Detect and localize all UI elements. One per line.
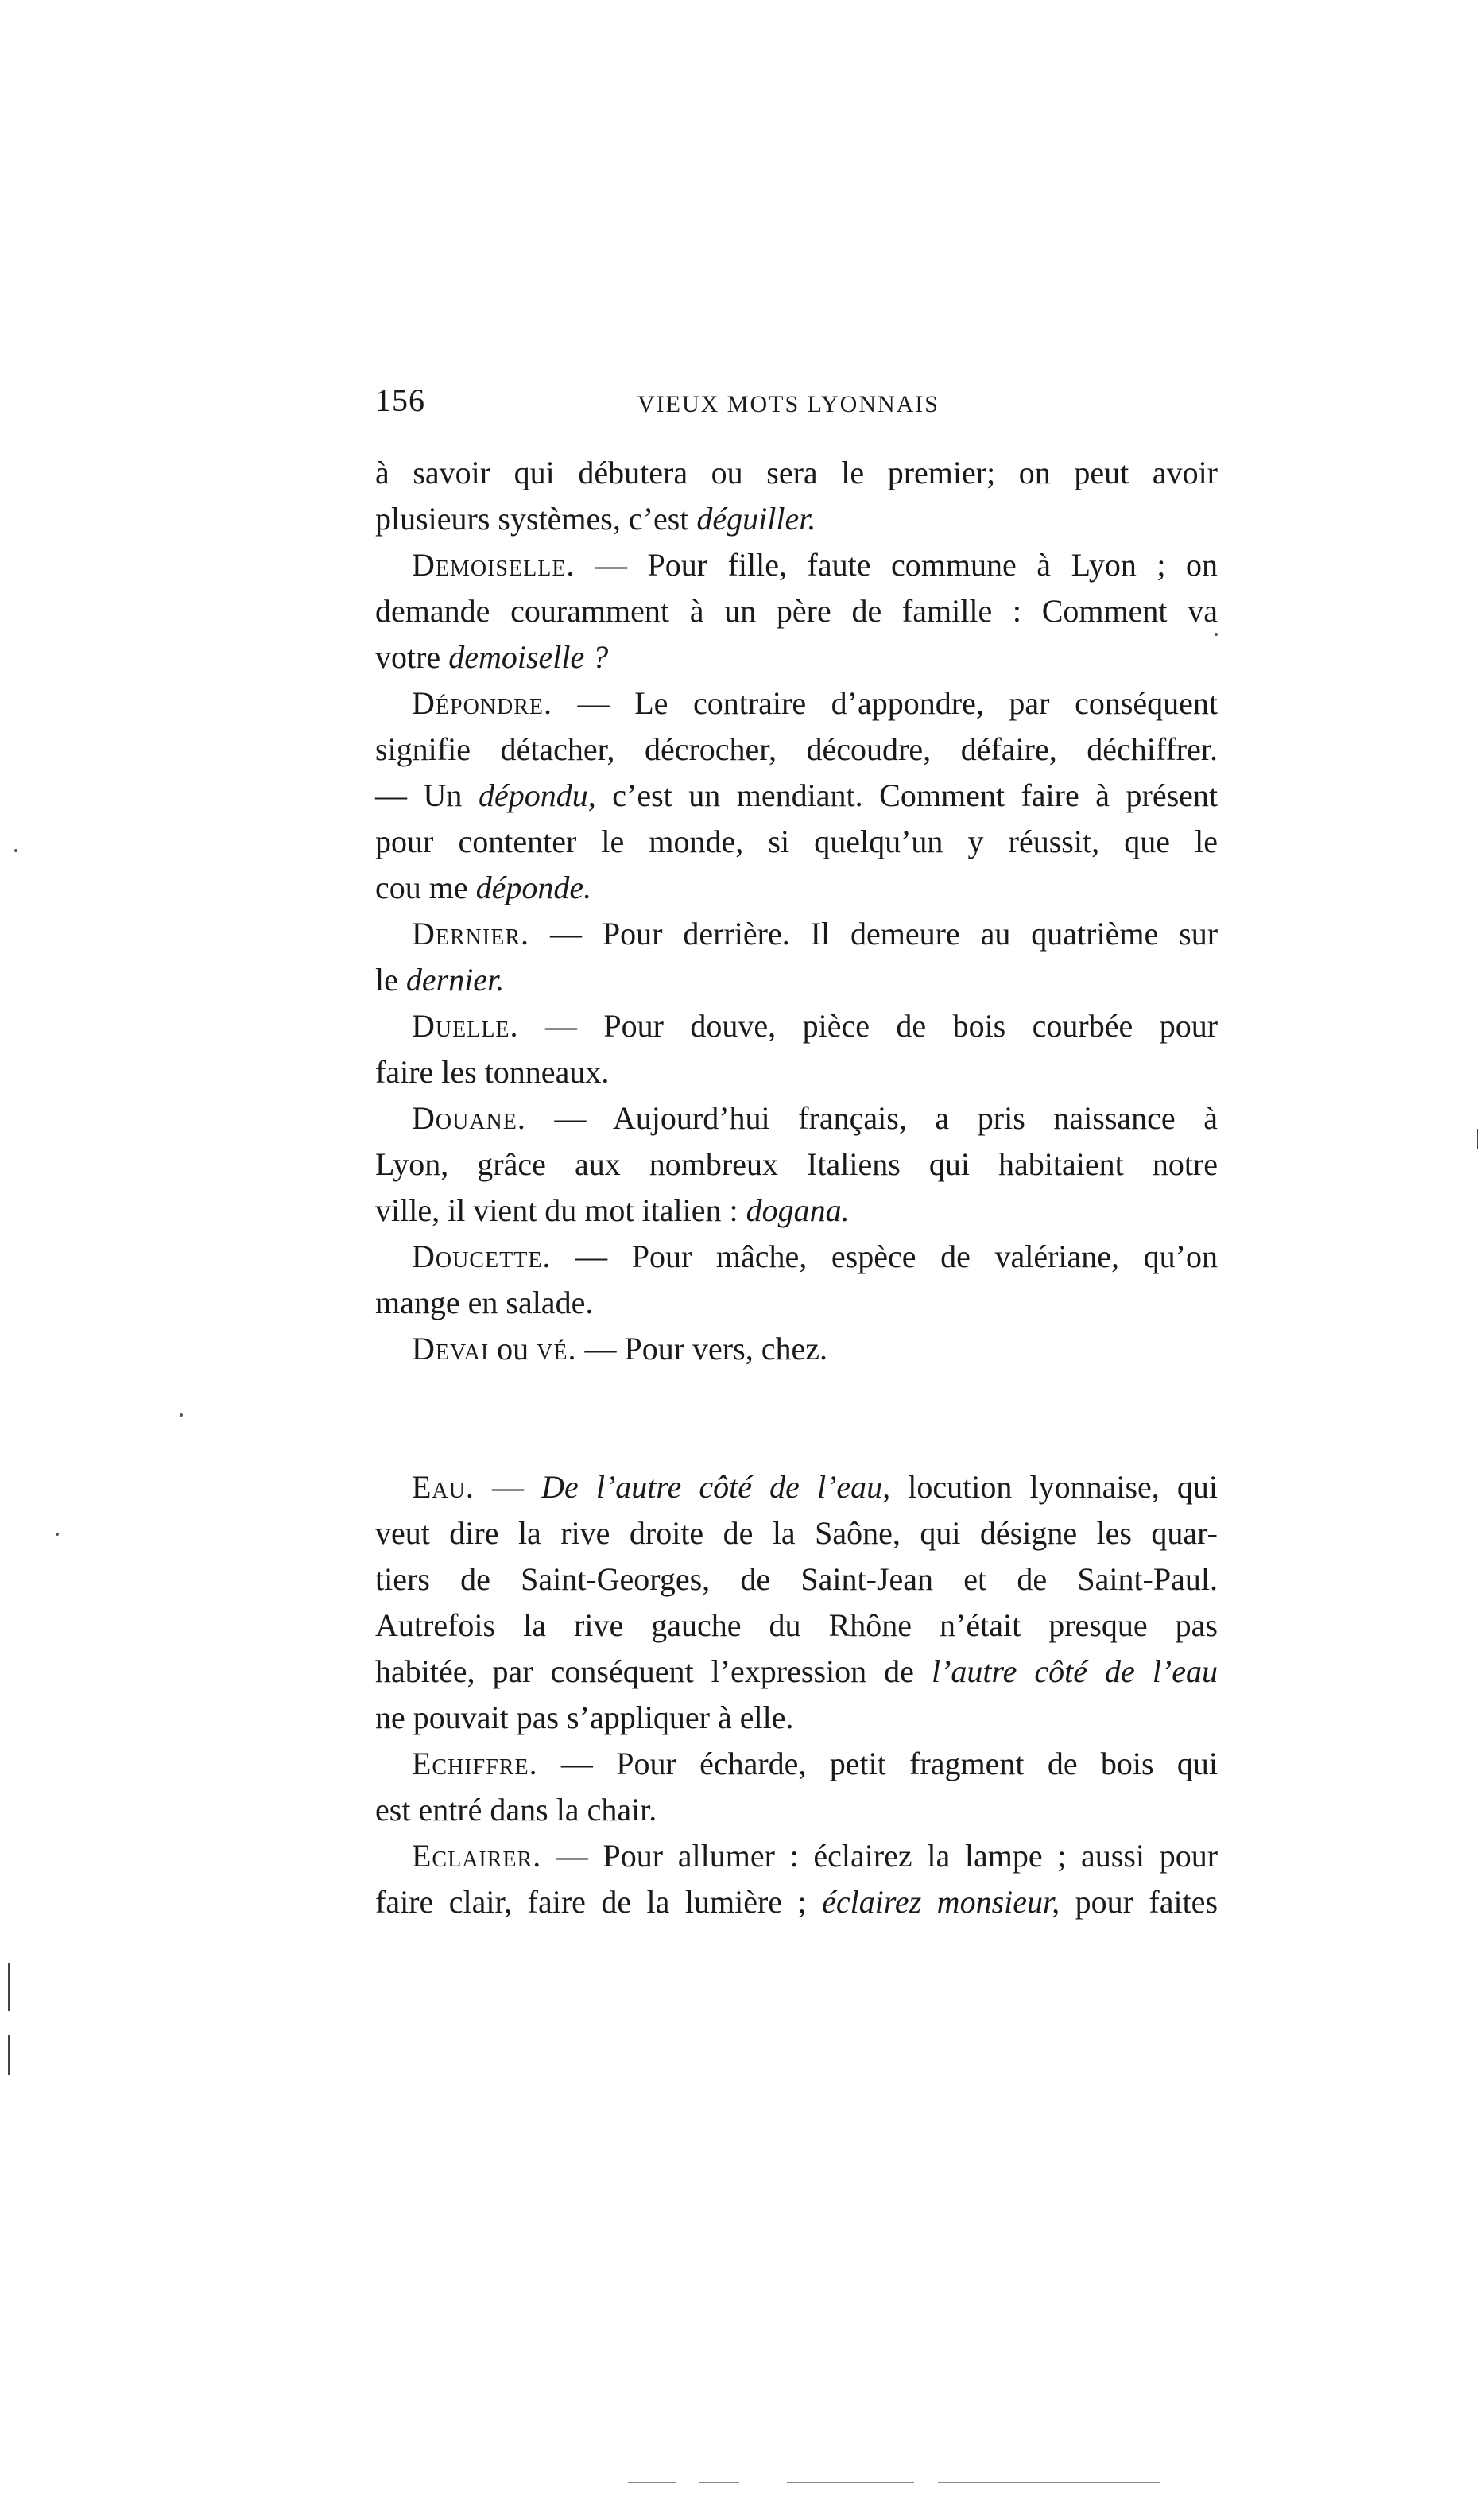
text-line: faire clair, faire de la lumière ; éclairez monsieur, pour faites	[375, 1884, 1219, 1920]
scan-bottom-rule	[628, 2482, 676, 2483]
entry-douane: Douane. — Aujourd’hui français, a pris naissance à	[412, 1100, 1218, 1136]
scan-bottom-rule	[699, 2482, 739, 2483]
text-line: cou me déponde.	[375, 870, 592, 905]
term: déponde.	[475, 870, 592, 905]
entry-dernier: Dernier. — Pour derrière. Il demeure au quatrième sur	[412, 916, 1219, 952]
entry-depondre: Dépondre. — Le contraire d’appondre, par conséquent	[412, 685, 1219, 721]
headword: Dépondre.	[412, 685, 553, 721]
text-line: Lyon, grâce aux nombreux Italiens qui habitaient notre	[375, 1146, 1218, 1182]
headword: Eau.	[412, 1469, 475, 1505]
headword: Douane.	[412, 1100, 526, 1136]
scan-speck	[180, 1413, 183, 1417]
entry-eclairer: Eclairer. — Pour allumer : éclairez la lampe ; aussi pour	[412, 1838, 1219, 1874]
term: déguiller.	[696, 501, 816, 537]
entry-eau: Eau. — De l’autre côté de l’eau, locution lyonnaise, qui	[412, 1469, 1219, 1505]
term: dépondu,	[478, 777, 596, 813]
text-line: pour contenter le monde, si quelqu’un y réussit, que le	[375, 824, 1218, 859]
text-line: tiers de Saint-Georges, de Saint-Jean et de Saint-Paul.	[375, 1561, 1218, 1597]
running-title: VIEUX MOTS LYONNAIS	[637, 391, 940, 417]
headword: Eclairer.	[412, 1838, 542, 1874]
section-d-entries	[375, 450, 1218, 1372]
term: éclairez monsieur,	[822, 1884, 1060, 1920]
entry-demoiselle: Demoiselle. — Pour fille, faute commune à Lyon ; on	[412, 547, 1219, 583]
term: De l’autre côté de l’eau,	[541, 1469, 891, 1505]
term: l’autre côté de l’eau	[931, 1653, 1219, 1689]
headword: Demoiselle.	[412, 547, 575, 583]
term: dogana.	[746, 1192, 850, 1228]
text-line: ville, il vient du mot italien : dogana.	[375, 1192, 850, 1228]
text-line: — Un dépondu, c’est un mendiant. Comment faire à présent	[375, 777, 1219, 813]
entry-doucette: Doucette. — Pour mâche, espèce de valériane, qu’on	[412, 1238, 1218, 1274]
scan-edge-mark-bottom	[8, 2035, 10, 2075]
entry-duelle: Duelle. — Pour douve, pièce de bois courbée pour	[412, 1008, 1219, 1044]
text-line: demande couramment à un père de famille : Comment va	[375, 593, 1218, 629]
running-header	[375, 382, 1218, 429]
entry-devai: Devai ou vé. — Pour vers, chez.	[412, 1331, 827, 1366]
headword: Dernier.	[412, 916, 529, 952]
scan-bottom-rule	[787, 2482, 914, 2483]
headword: Echiffre.	[412, 1746, 538, 1781]
text-line: faire les tonneaux.	[375, 1054, 610, 1090]
text-line: est entré dans la chair.	[375, 1792, 657, 1828]
scan-bottom-rule	[938, 2482, 1160, 2483]
text-line: Autrefois la rive gauche du Rhône n’était presque pas	[375, 1607, 1218, 1643]
text-line: plusieurs systèmes, c’est déguiller.	[375, 501, 816, 537]
text-line: à savoir qui débutera ou sera le premier; on peut avoir	[375, 455, 1218, 490]
text-line: signifie détacher, décrocher, découdre, défaire, déchiffrer.	[375, 731, 1218, 767]
text-line: le dernier.	[375, 962, 505, 998]
section-e-entries	[375, 1464, 1218, 1925]
scan-speck	[14, 849, 17, 852]
text-line: ne pouvait pas s’appliquer à elle.	[375, 1700, 794, 1735]
page-number: 156	[375, 382, 425, 418]
text-line: mange en salade.	[375, 1285, 594, 1320]
entry-echiffre: Echiffre. — Pour écharde, petit fragment de bois qui	[412, 1746, 1218, 1781]
headword: Doucette.	[412, 1238, 552, 1274]
headword: Duelle.	[412, 1008, 519, 1044]
text-line: habitée, par conséquent l’expression de l’autre côté de l’eau	[375, 1653, 1219, 1689]
scan-edge-mark-top	[8, 1963, 10, 2011]
headword: vé.	[537, 1331, 577, 1366]
scan-edge-mark-right	[1477, 1129, 1478, 1149]
headword: Devai	[412, 1331, 490, 1366]
text-line: veut dire la rive droite de la Saône, qui désigne les quar-	[375, 1515, 1218, 1551]
text-line: votre demoiselle ?	[375, 639, 609, 675]
term: dernier.	[405, 962, 505, 998]
term: demoiselle ?	[448, 639, 609, 675]
scan-speck	[56, 1533, 59, 1536]
